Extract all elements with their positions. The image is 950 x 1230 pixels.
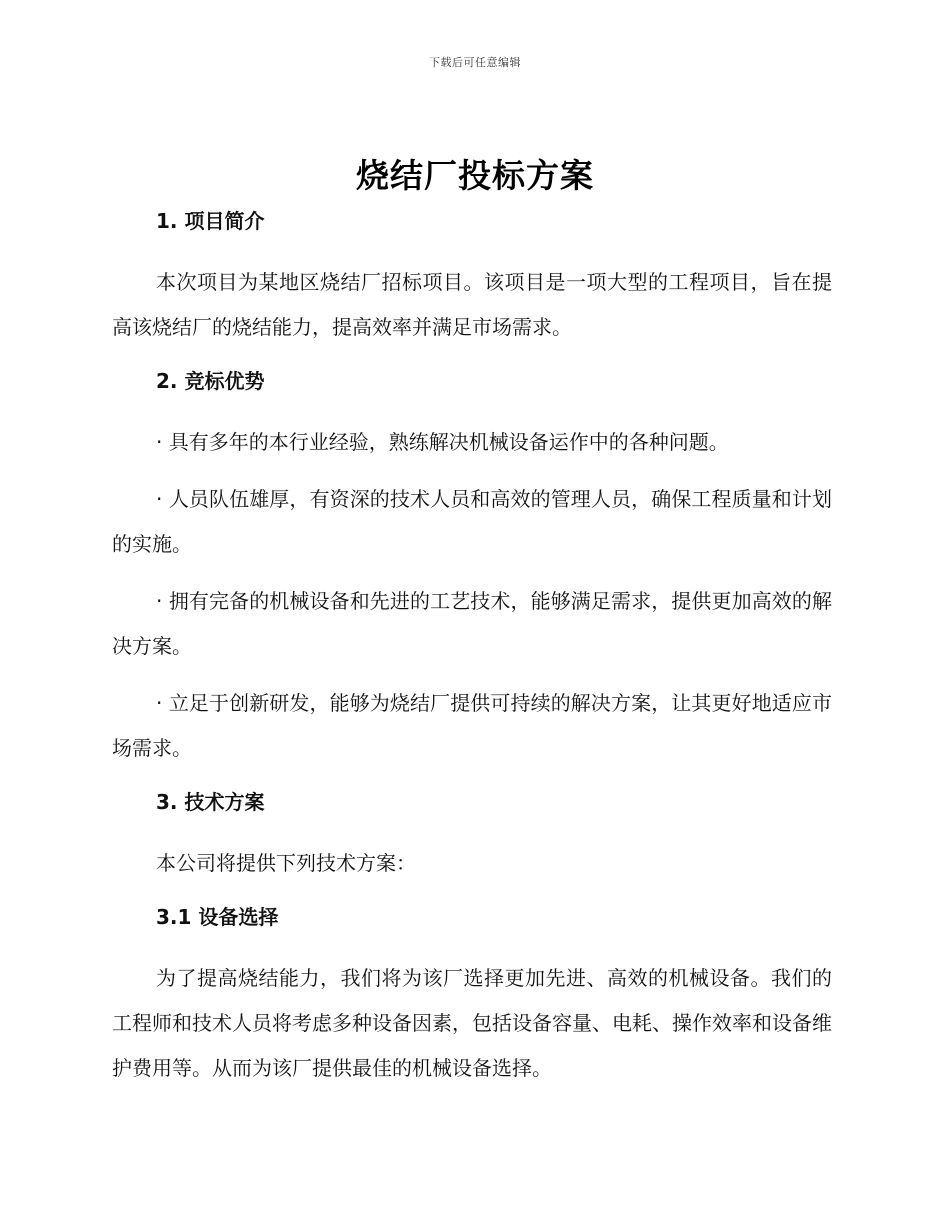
advantage-bullet: · 人员队伍雄厚，有资深的技术人员和高效的管理人员，确保工程质量和计划的实施。 [112, 487, 832, 556]
section-heading-technical: 3. 技术方案 [156, 790, 265, 814]
technical-intro-paragraph: 本公司将提供下列技术方案： [156, 851, 416, 875]
page-header-note: 下载后可任意编辑 [429, 56, 521, 69]
equipment-paragraph: 为了提高烧结能力，我们将为该厂选择更加先进、高效的机械设备。我们的工程师和技术人员将考虑多种设备因素，包括设备容量、电耗、操作效率和设备维护费用等。从而为该厂提供最佳的机械设备选择。 [112, 966, 832, 1080]
advantage-bullet: · 拥有完备的机械设备和先进的工艺技术，能够满足需求，提供更加高效的解决方案。 [112, 589, 832, 658]
section-heading-advantages: 2. 竞标优势 [156, 369, 265, 393]
intro-paragraph: 本次项目为某地区烧结厂招标项目。该项目是一项大型的工程项目，旨在提高该烧结厂的烧结能力，提高效率并满足市场需求。 [112, 270, 832, 339]
subsection-heading-equipment: 3.1 设备选择 [156, 905, 279, 929]
advantage-bullet: · 具有多年的本行业经验，熟练解决机械设备运作中的各种问题。 [156, 430, 729, 454]
document-body [112, 204, 832, 1091]
document-title: 烧结厂投标方案 [356, 156, 594, 195]
advantage-bullet: · 立足于创新研发，能够为烧结厂提供可持续的解决方案，让其更好地适应市场需求。 [112, 691, 832, 760]
section-heading-intro: 1. 项目简介 [156, 209, 265, 233]
